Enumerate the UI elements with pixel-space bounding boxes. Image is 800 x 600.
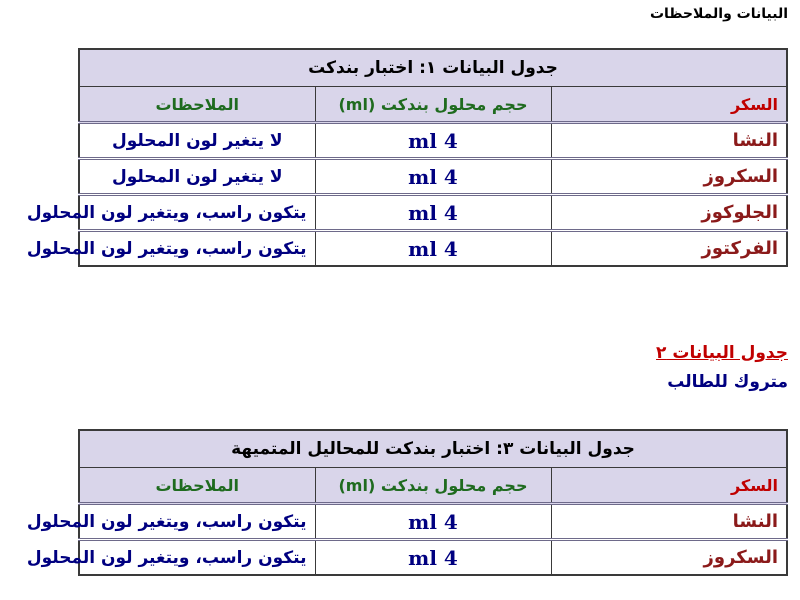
header-sugar: السكر: [551, 468, 787, 504]
cell-volume: 4 ml: [315, 195, 551, 231]
cell-volume: 4 ml: [315, 540, 551, 576]
table-row: [79, 123, 787, 159]
header-volume: حجم محلول بندكت (ml): [315, 87, 551, 123]
table-1-header-row: [79, 87, 787, 123]
data-table-1: [26, 48, 788, 267]
cell-notes: يتكون راسب، ويتغير لون المحلول: [79, 540, 315, 576]
table-2-heading: جدول البيانات ٢: [656, 343, 788, 363]
cell-sugar: النشا: [551, 123, 787, 159]
header-volume: حجم محلول بندكت (ml): [315, 468, 551, 504]
cell-notes: يتكون راسب، ويتغير لون المحلول: [79, 195, 315, 231]
table-row: [79, 195, 787, 231]
cell-notes: لا يتغير لون المحلول: [79, 159, 315, 195]
header-notes: الملاحظات: [79, 87, 315, 123]
cell-volume: 4 ml: [315, 159, 551, 195]
header-sugar: السكر: [551, 87, 787, 123]
table-row: [79, 159, 787, 195]
table-row: [79, 504, 787, 540]
cell-notes: يتكون راسب، ويتغير لون المحلول: [79, 231, 315, 267]
header-notes: الملاحظات: [79, 468, 315, 504]
cell-volume: 4 ml: [315, 504, 551, 540]
cell-volume: 4 ml: [315, 123, 551, 159]
table-row: [79, 231, 787, 267]
table-1-title: جدول البيانات ١: اختبار بندكت: [79, 49, 787, 87]
cell-volume: 4 ml: [315, 231, 551, 267]
table-row: [79, 540, 787, 576]
cell-notes: لا يتغير لون المحلول: [79, 123, 315, 159]
table-3-header-row: [79, 468, 787, 504]
section-heading: البيانات والملاحظات: [649, 6, 788, 22]
cell-sugar: النشا: [551, 504, 787, 540]
data-table-3: [26, 429, 788, 576]
table-2-note: متروك للطالب: [667, 372, 788, 392]
table-3-title: جدول البيانات ٣: اختبار بندكت للمحاليل المتميهة: [79, 430, 787, 468]
cell-sugar: السكروز: [551, 159, 787, 195]
cell-sugar: الفركتوز: [551, 231, 787, 267]
cell-notes: يتكون راسب، ويتغير لون المحلول: [79, 504, 315, 540]
cell-sugar: الجلوكوز: [551, 195, 787, 231]
cell-sugar: السكروز: [551, 540, 787, 576]
